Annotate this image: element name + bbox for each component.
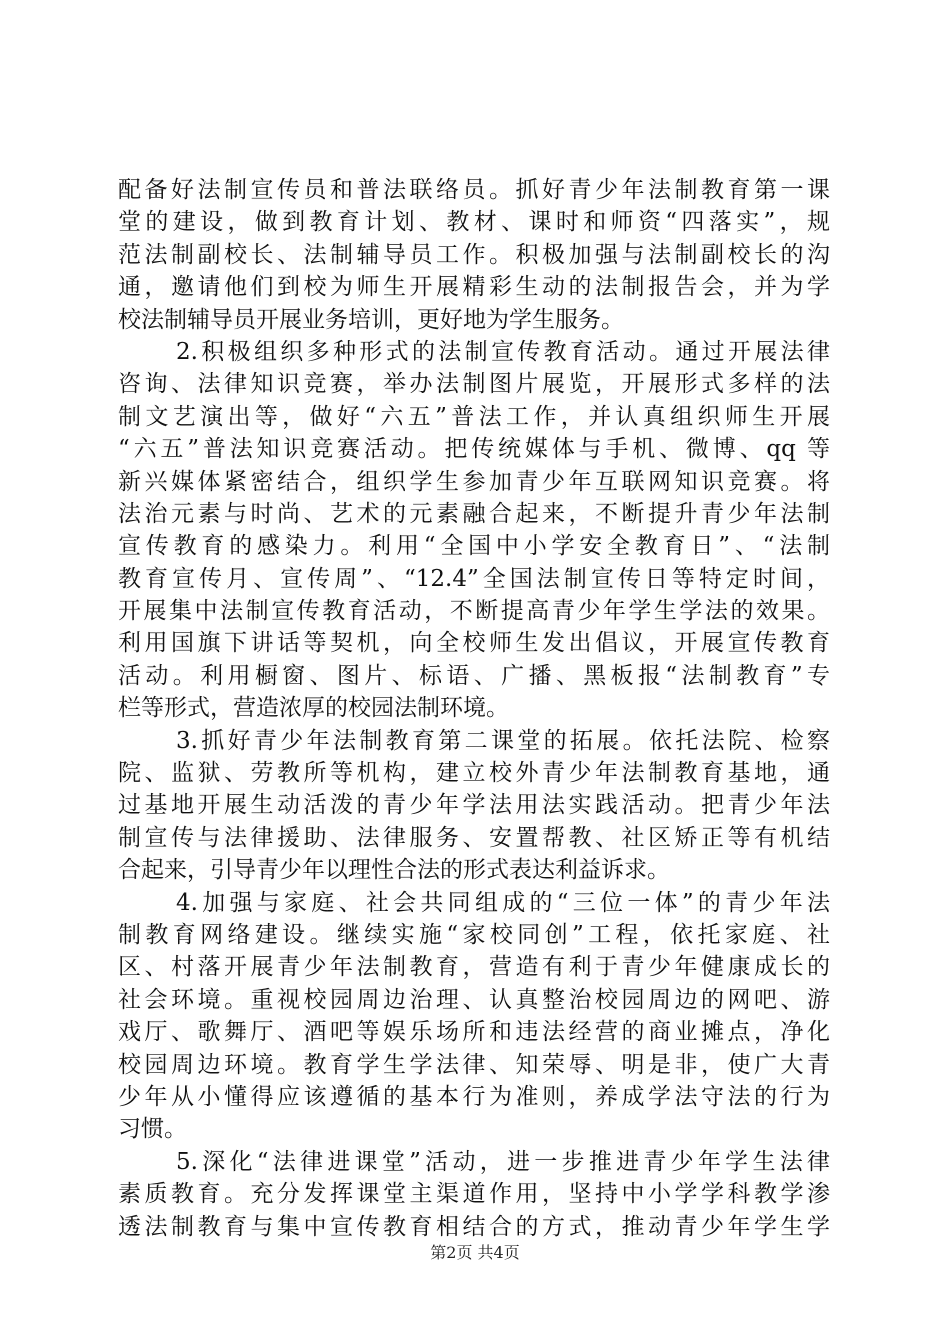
text-line: 校园周边环境。教育学生学法律、知荣辱、明是非，使广大青 xyxy=(118,1051,830,1078)
text-line: 活动。利用橱窗、图片、标语、广播、黑板报“法制教育”专 xyxy=(118,662,830,689)
text-line: 利用国旗下讲话等契机，向全校师生发出倡议，开展宣传教育 xyxy=(118,630,830,657)
paragraph-start-line: 3.抓好青少年法制教育第二课堂的拓展。依托法院、检察 xyxy=(176,727,830,754)
text-line: 合起来，引导青少年以理性合法的形式表达利益诉求。 xyxy=(118,857,670,884)
text-line: 教育宣传月、宣传周”、“12.4”全国法制宣传日等特定时间， xyxy=(118,565,830,592)
text-line: 院、监狱、劳教所等机构，建立校外青少年法制教育基地，通 xyxy=(118,760,830,787)
text-line: 宣传教育的感染力。利用“全国中小学安全教育日”、“法制 xyxy=(118,533,830,560)
text-line: 制教育网络建设。继续实施“家校同创”工程，依托家庭、社 xyxy=(118,921,830,948)
text-line: 咨询、法律知识竞赛，举办法制图片展览，开展形式多样的法 xyxy=(118,371,830,398)
text-line: 区、村落开展青少年法制教育，营造有利于青少年健康成长的 xyxy=(118,954,830,981)
paragraph-start-line: 4.加强与家庭、社会共同组成的“三位一体”的青少年法 xyxy=(176,889,830,916)
text-line: 新兴媒体紧密结合，组织学生参加青少年互联网知识竞赛。将 xyxy=(118,468,830,495)
text-line: 通，邀请他们到校为师生开展精彩生动的法制报告会，并为学 xyxy=(118,274,830,301)
text-line: 法治元素与时尚、艺术的元素融合起来，不断提升青少年法制 xyxy=(118,500,830,527)
text-line: 栏等形式，营造浓厚的校园法制环境。 xyxy=(118,695,509,722)
text-line: 社会环境。重视校园周边治理、认真整治校园周边的网吧、游 xyxy=(118,986,830,1013)
paragraph-start-line: 2.积极组织多种形式的法制宣传教育活动。通过开展法律 xyxy=(176,338,830,365)
text-line: 范法制副校长、法制辅导员工作。积极加强与法制副校长的沟 xyxy=(118,241,830,268)
text-line: “六五”普法知识竞赛活动。把传统媒体与手机、微博、qq 等 xyxy=(118,436,830,463)
text-line: 透法制教育与集中宣传教育相结合的方式，推动青少年学生学 xyxy=(118,1213,830,1240)
text-line: 配备好法制宣传员和普法联络员。抓好青少年法制教育第一课 xyxy=(118,177,830,203)
text-line: 校法制辅导员开展业务培训，更好地为学生服务。 xyxy=(118,306,624,333)
text-line: 习惯。 xyxy=(118,1116,187,1143)
text-line: 戏厅、歌舞厅、酒吧等娱乐场所和违法经营的商业摊点，净化 xyxy=(118,1019,830,1046)
text-line: 少年从小懂得应该遵循的基本行为准则，养成学法守法的行为 xyxy=(118,1083,830,1110)
text-line: 堂的建设，做到教育计划、教材、课时和师资“四落实”，规 xyxy=(118,209,830,236)
text-line: 素质教育。充分发挥课堂主渠道作用，坚持中小学学科教学渗 xyxy=(118,1181,830,1208)
text-line: 制文艺演出等，做好“六五”普法工作，并认真组织师生开展 xyxy=(118,403,830,430)
text-line: 制宣传与法律援助、法律服务、安置帮教、社区矫正等有机结 xyxy=(118,824,830,851)
page-number-footer: 第2页 共4页 xyxy=(430,1243,520,1262)
paragraph-start-line: 5.深化“法律进课堂”活动，进一步推进青少年学生法律 xyxy=(176,1148,830,1175)
text-line: 过基地开展生动活泼的青少年学法用法实践活动。把青少年法 xyxy=(118,792,830,819)
text-line: 开展集中法制宣传教育活动，不断提高青少年学生学法的效果。 xyxy=(118,598,830,625)
document-body xyxy=(118,174,830,1243)
